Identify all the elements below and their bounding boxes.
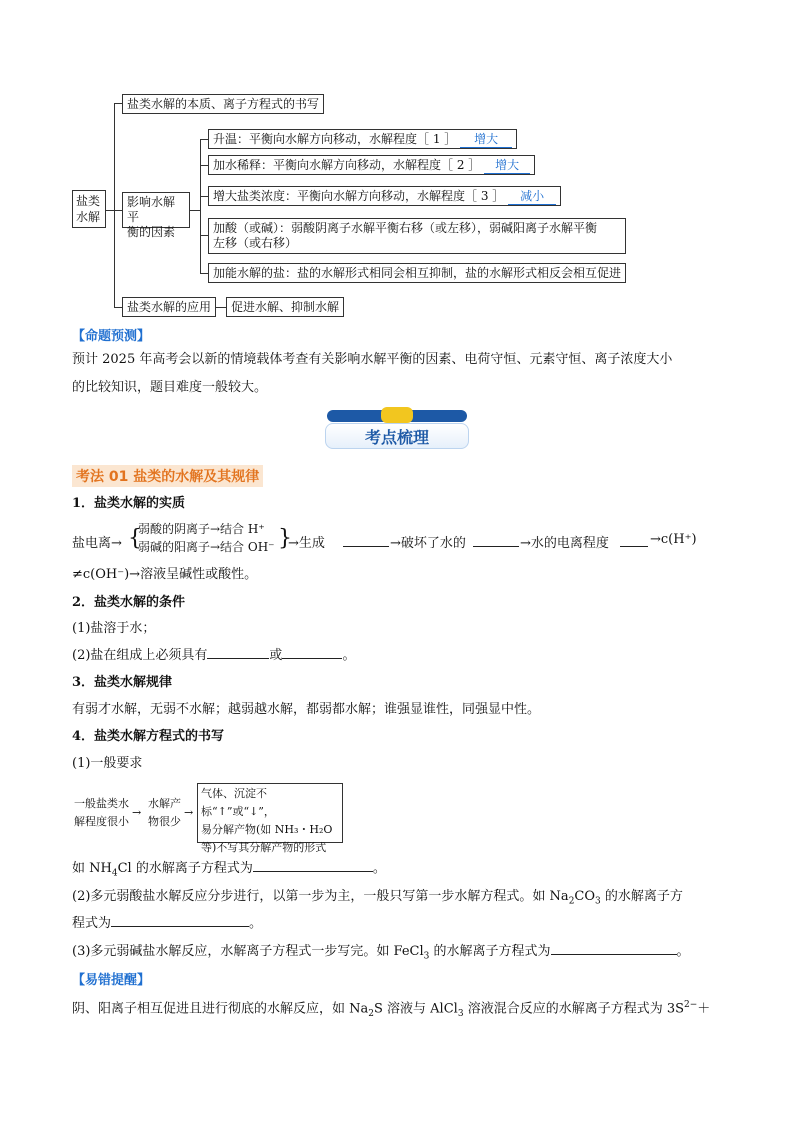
- factors-node: 影响水解平 衡的因素: [122, 192, 190, 228]
- prediction-text-2: 的比较知识，题目难度一般较大。: [72, 380, 268, 395]
- section-banner: [325, 407, 469, 449]
- s2-c1: (1)盐溶于水；: [72, 621, 156, 636]
- s1-line2: ≠c(OH⁻)→溶液呈碱性或酸性。: [72, 567, 258, 582]
- prediction-text-1: 预计 2025 年高考会以新的情境载体考查有关影响水解平衡的因素、电荷守恒、元素守恒、离子浓度大小: [72, 352, 673, 367]
- s1-equation: 盐电离→ { 弱酸的阴离子→结合 H⁺ 弱碱的阳离子→结合 OH⁻ } →生成 →破坏了水的 →水的电离程度 →c(H⁺): [72, 522, 697, 554]
- s3-title: 3．盐类水解规律: [72, 675, 173, 690]
- factor-heat: 升温：平衡向水解方向移动，水解程度［ 1 ］ 增大: [208, 129, 517, 149]
- root-node: 盐类 水解: [72, 190, 106, 228]
- s4-title: 4．盐类水解方程式的书写: [72, 729, 225, 744]
- requirement-flow: 一般盐类水 解程度很小 → 水解产 物很少 → 气体、沉淀不标“↑”或“↓”， 易分解产物(如 NH₃・H₂O 等)不写其分解产物的形式: [72, 783, 352, 845]
- s4-p2-line2: 程式为 。: [72, 916, 263, 931]
- s4-p2-line1: (2)多元弱酸盐水解反应分步进行，以第一步为主，一般只写第一步水解方程式。如 $Na_2CO_3$ 的水解离子方: [72, 889, 683, 907]
- factor-dilute: 加水稀释：平衡向水解方向移动，水解程度［ 2 ］ 增大: [208, 155, 535, 175]
- application-node: 盐类水解的应用: [122, 297, 216, 317]
- s2-title: 2．盐类水解的条件: [72, 595, 186, 610]
- s2-c2: (2)盐在组成上必须具有 或 。: [72, 648, 356, 663]
- application-detail: 促进水解、抑制水解: [226, 297, 344, 317]
- factor-acid-base: 加酸（或碱）：弱酸阴离子水解平衡右移（或左移），弱碱阳离子水解平衡 左移（或右移）: [208, 218, 626, 254]
- banner-title: 考点梳理: [364, 428, 429, 447]
- section-title: 考法 01 盐类的水解及其规律: [72, 465, 263, 487]
- s4-nh4cl: 如 $NH_4Cl$ 的水解离子方程式为 。: [72, 861, 386, 879]
- s4-p3: (3)多元弱碱盐水解反应，水解离子方程式一步写完。如 FeCl$_3$ 的水解离子方程式为 。: [72, 944, 690, 962]
- tip-text: 阴、阳离子相互促进且进行彻底的水解反应，如 $Na_2S$ 溶液与 AlCl$_3$ 溶液混合反应的水解离子方程式为 $3S^{2-}+$: [72, 1000, 711, 1019]
- s1-title: 1．盐类水解的实质: [72, 496, 186, 511]
- factor-concentration: 增大盐类浓度：平衡向水解方向移动，水解程度［ 3 ］ 减小: [208, 186, 561, 206]
- tip-label: 【易错提醒】: [72, 973, 151, 988]
- factor-salt: 加能水解的盐：盐的水解形式相同会相互抑制，盐的水解形式相反会相互促进: [208, 263, 626, 283]
- prediction-label: 【命题预测】: [72, 329, 151, 344]
- s4-req: (1)一般要求: [72, 756, 143, 771]
- s3-text: 有弱才水解，无弱不水解；越弱越水解，都弱都水解；谁强显谁性，同强显中性。: [72, 702, 541, 717]
- essence-node: 盐类水解的本质、离子方程式的书写: [122, 94, 324, 114]
